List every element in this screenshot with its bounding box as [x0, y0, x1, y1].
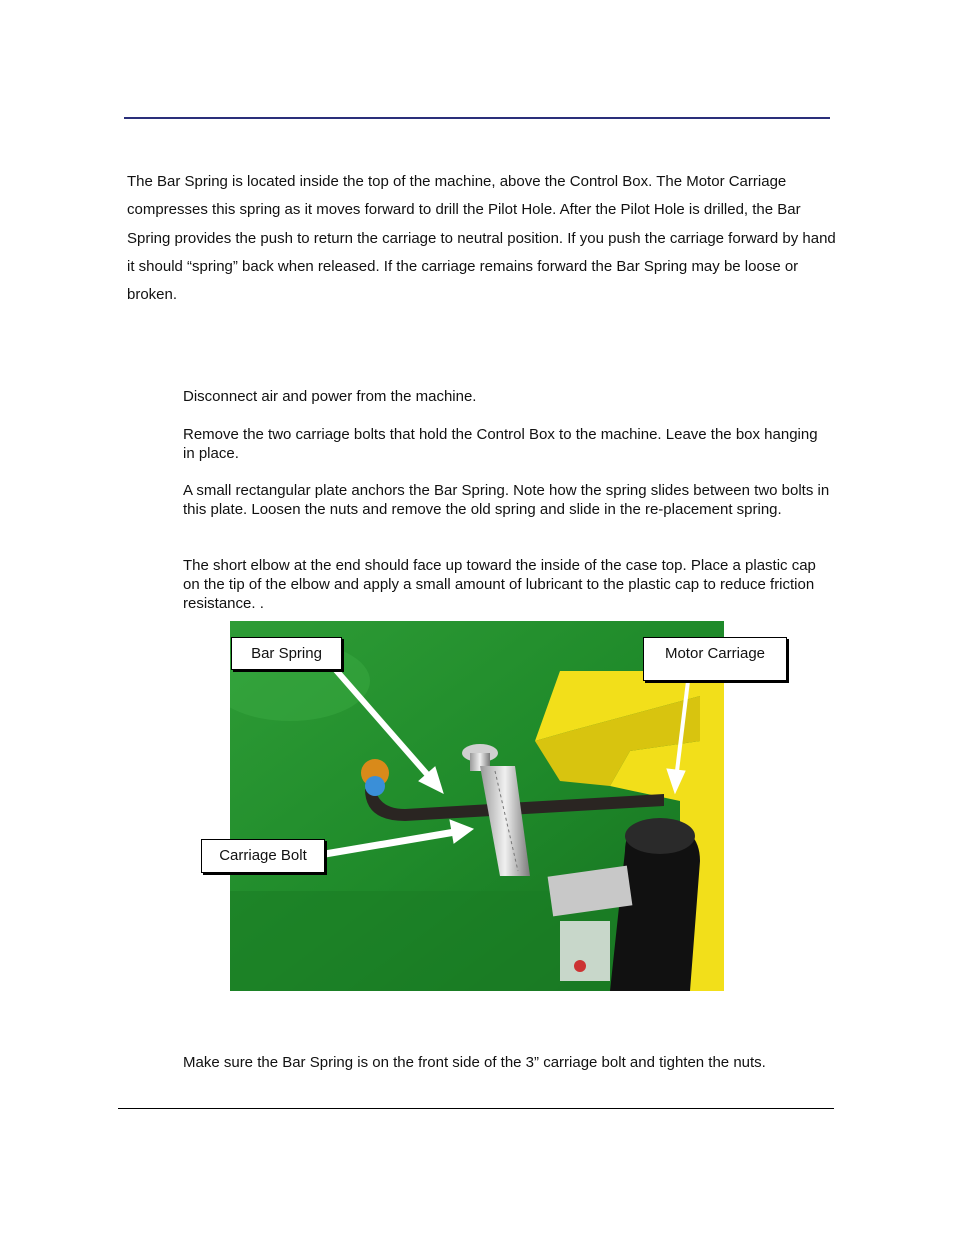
intro-paragraph: The Bar Spring is located inside the top of the machine, above the Control Box. The Motor Carriage compresses this spring as it moves forward to drill the Pilot Hole. After the Pilot Hole is drilled, the Bar Spring provides the push to return the carriage to neutral position. If you push the carriage forward by hand it should “spring” back when released. If the carriage remains forward the Bar Spring may be loose or broken.	[127, 173, 836, 304]
callout-bar-spring: Bar Spring	[231, 637, 342, 670]
step-elbow: The short elbow at the end should face up toward the inside of the case top. Place a plastic cap on the tip of the elbow and apply a small amount of lubricant to the plastic cap to reduce friction resistance. .	[183, 557, 816, 612]
header-rule	[124, 117, 830, 119]
step-plate: A small rectangular plate anchors the Bar Spring. Note how the spring slides between two bolts in this plate. Loosen the nuts and remove the old spring and slide in the re-placement spring.	[183, 482, 830, 518]
step-disconnect: Disconnect air and power from the machine.	[183, 388, 477, 405]
callout-carriage-bolt: Carriage Bolt	[201, 839, 325, 873]
callout-motor-carriage: Motor Carriage	[643, 637, 787, 681]
footer-rule	[118, 1108, 834, 1109]
step-remove-bolts: Remove the two carriage bolts that hold the Control Box to the machine. Leave the box hanging in place.	[183, 426, 818, 462]
step-tighten-nuts: Make sure the Bar Spring is on the front side of the 3” carriage bolt and tighten the nuts.	[183, 1054, 766, 1071]
